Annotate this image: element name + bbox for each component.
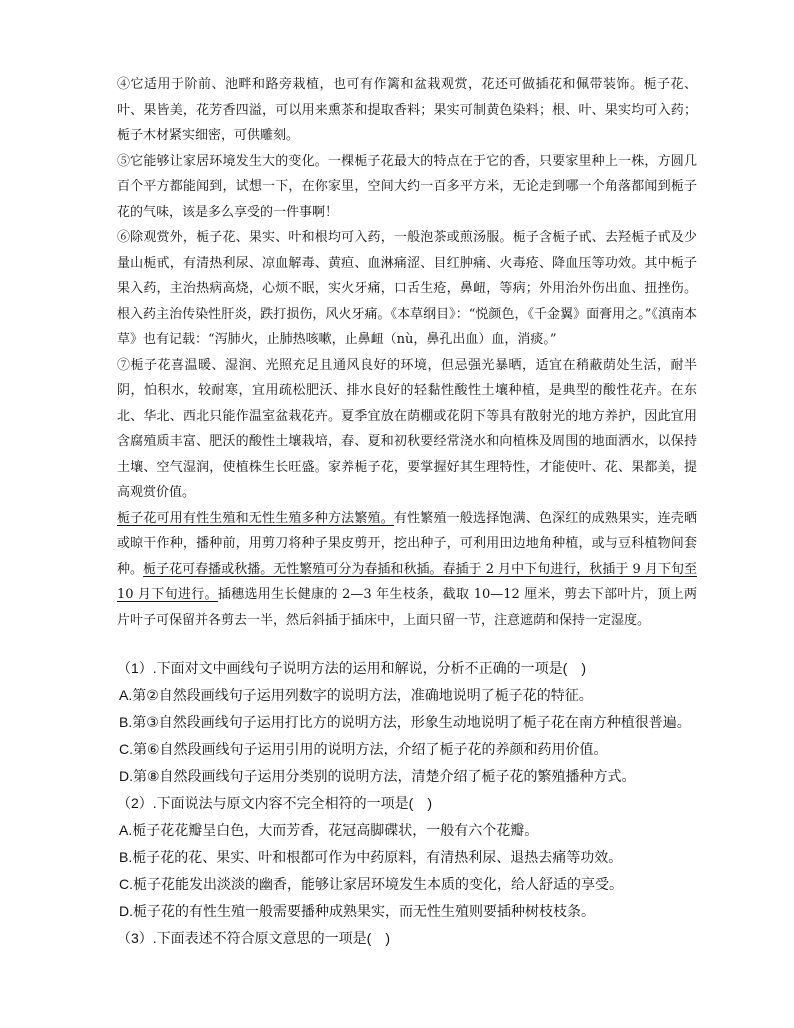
option-b[interactable]: B.第③自然段画线句子运用打比方的说明方法，形象生动地说明了栀子花在南方种植很普遍。 bbox=[119, 714, 691, 730]
paragraph-7: ⑦栀子花喜温暖、湿润、光照充足且通风良好的环境，但忌强光暴晒，适宜在稍蔽荫处生活，耐半阴，怕积水，较耐寒，宜用疏松肥沃、排水良好的轻黏性酸性土壤种植，是典型的酸性花卉。在东北、华北、西北只能作温室盆栽花卉。夏季宜放在荫棚或花阴下等具有散射光的地方养护，因此宜用含腐殖质丰富、肥沃的酸性土壤栽培，春、夏和初秋要经常浇水和向植株及周围的地面洒水，以保持土壤、空气湿润，使植株生长旺盛。家养栀子花，要掌握好其生理特性，才能使叶、花、果都美，提高观赏价值。 bbox=[117, 357, 697, 500]
option-d[interactable]: D.第⑧自然段画线句子运用分类别的说明方法，清楚介绍了栀子花的繁殖播种方式。 bbox=[119, 768, 636, 784]
paragraph-4: ④它适用于阶前、池畔和路旁栽植，也可有作篱和盆栽观赏，花还可做插花和佩带装饰。栀子花、叶、果皆美，花芳香四溢，可以用来熏茶和提取香料；果实可制黄色染料；根、叶、果实均可入药；栀子木材紧实细密，可供雕刻。 bbox=[117, 77, 697, 143]
underlined-sentence-1: 栀子花可用有性生殖和无性生殖多种方法繁殖。 bbox=[117, 510, 394, 526]
question-stem: （1）.下面对文中画线句子说明方法的运用和解说，分析不正确的一项是( ) bbox=[117, 660, 586, 676]
question-2 bbox=[117, 790, 717, 925]
underlined-sentence-2: 栀子花可春播或秋播。无性繁殖可分为春插和秋插。春插于 2 月中下旬进行，秋插于 9 月下旬至 10 月下旬进行。 bbox=[117, 561, 697, 602]
question-stem: （3）.下面表述不符合原文意思的一项是( ) bbox=[117, 930, 390, 946]
paragraph-8 bbox=[117, 506, 697, 634]
question-1 bbox=[117, 655, 717, 790]
paragraph-8-text-a: 有性繁殖一般选择饱满、色深红的成熟果实，连壳晒或晾干作种，播种前，用剪刀将种子果皮剪开，挖出种子，可利用田边地角种植，或与豆科植物间套种。 bbox=[117, 510, 697, 577]
option-a[interactable]: A.第②自然段画线句子运用列数字的说明方法，准确地说明了栀子花的特征。 bbox=[119, 687, 593, 703]
question-stem: （2）.下面说法与原文内容不完全相符的一项是( ) bbox=[117, 795, 432, 811]
option-c[interactable]: C.第⑥自然段画线句子运用引用的说明方法，介绍了栀子花的养颜和药用价值。 bbox=[119, 741, 608, 757]
option-d[interactable]: D.栀子花的有性生殖一般需要播种成熟果实，而无性生殖则要插种树枝枝条。 bbox=[119, 903, 595, 919]
reading-passage bbox=[117, 72, 697, 633]
question-3 bbox=[117, 925, 717, 952]
option-b[interactable]: B.栀子花的花、果实、叶和根都可作为中药原料，有清热利尿、退热去痛等功效。 bbox=[119, 849, 623, 865]
option-c[interactable]: C.栀子花能发出淡淡的幽香，能够让家居环境发生本质的变化，给人舒适的享受。 bbox=[119, 876, 623, 892]
option-a[interactable]: A.栀子花花瓣呈白色，大而芳香，花冠高脚碟状，一般有六个花瓣。 bbox=[119, 822, 539, 838]
question-list bbox=[117, 655, 717, 952]
paragraph-5: ⑤它能够让家居环境发生大的变化。一棵栀子花最大的特点在于它的香，只要家里种上一株，方圆几百个平方都能闻到，试想一下，在你家里，空间大约一百多平方米，无论走到哪一个角落都闻到栀子花的气味，该是多么享受的一件事啊！ bbox=[117, 153, 697, 220]
paragraph-8-text-b: 插穗选用生长健康的 2—3 年生枝条，截取 10—12 厘米，剪去下部叶片，顶上两片叶子可保留并各剪去一半，然后斜插于插床中，上面只留一节，注意遮荫和保持一定湿度。 bbox=[117, 587, 697, 628]
paragraph-6: ⑥除观赏外，栀子花、果实、叶和根均可入药，一般泡茶或煎汤服。栀子含栀子甙、去羟栀子甙及少量山栀甙，有清热利尿、凉血解毒、黄疸、血淋痛涩、目红肿痛、火毒疮、降血压等功效。其中栀子果入药，主治热病高烧，心烦不眠，实火牙痛，口舌生疮，鼻衄，等病；外用治外伤出血、扭挫伤。根入药主治传染性肝炎，跌打损伤，风火牙痛。《本草纲目》：“悦颜色，《千金翼》面膏用之。”《滇南本草》也有记载：“泻肺火，止肺热咳嗽，止鼻衄（nù，鼻孔出血）血，消痰。” bbox=[117, 230, 697, 347]
